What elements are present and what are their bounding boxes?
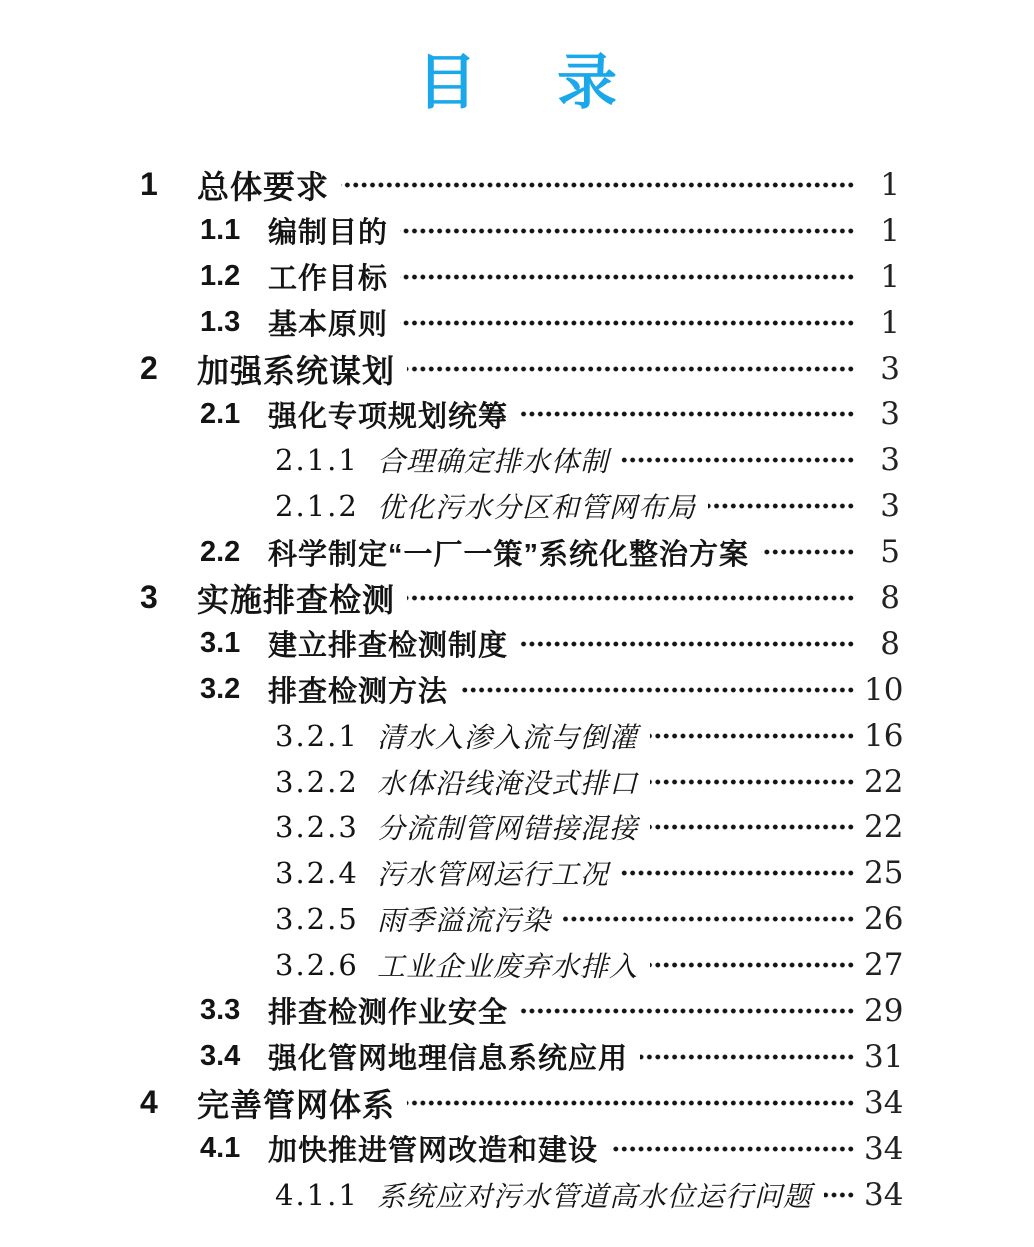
- toc-entry-label: 科学制定“一厂一策”系统化整治方案: [268, 538, 750, 571]
- toc-entry: [0, 300, 1034, 346]
- toc-entry-number: 2.1.2: [275, 489, 359, 524]
- toc-entry-number: 4.1: [200, 1132, 241, 1165]
- toc-entry-number: 3.2.6: [275, 948, 359, 983]
- toc-entry-page: 22: [864, 763, 904, 800]
- toc-entry-page: 3: [880, 488, 900, 525]
- toc-entry-label: 排查检测方法: [268, 676, 449, 709]
- toc-entry-page: 34: [864, 1176, 904, 1213]
- toc-entry: [0, 391, 1034, 437]
- toc-entry: [0, 1126, 1034, 1172]
- toc-entry-label: 清水入渗入流与倒灌: [377, 720, 639, 754]
- toc-entry-label: 完善管网体系: [197, 1086, 396, 1123]
- toc-entry: [0, 437, 1034, 483]
- toc-entry-page: 8: [880, 625, 900, 662]
- dot-leader: [824, 1192, 856, 1198]
- toc-entry: [0, 575, 1034, 621]
- toc-entry: [0, 208, 1034, 254]
- toc-entry: [0, 162, 1034, 208]
- dot-leader: [407, 366, 856, 372]
- toc-entry-number: 3.4: [200, 1040, 241, 1073]
- page-title-char-left: 目: [417, 48, 477, 118]
- toc-entry-page: 29: [864, 992, 904, 1029]
- dot-leader: [761, 549, 856, 555]
- toc-entry-page: 3: [880, 442, 900, 479]
- toc-entry: [0, 483, 1034, 529]
- toc-entry-page: 1: [880, 258, 900, 295]
- toc-entry-label: 系统应对污水管道高水位运行问题: [377, 1179, 813, 1213]
- toc-entry-number: 2.2: [200, 535, 241, 568]
- toc-entry: [0, 804, 1034, 850]
- toc-entry-page: 3: [880, 350, 900, 387]
- toc-entry-number: 3.2.3: [275, 810, 359, 845]
- toc-entry-number: 3.3: [200, 994, 241, 1027]
- dot-leader: [400, 228, 856, 234]
- dot-leader: [708, 503, 856, 509]
- toc-entry-label: 编制目的: [268, 217, 389, 250]
- toc-entry: [0, 988, 1034, 1034]
- toc-list: [0, 162, 1034, 1217]
- toc-entry: [0, 713, 1034, 759]
- dot-leader: [341, 182, 856, 188]
- toc-entry: [0, 1034, 1034, 1080]
- toc-entry-number: 4.1.1: [275, 1177, 359, 1212]
- toc-entry-label: 水体沿线淹没式排口: [377, 766, 639, 800]
- toc-entry: [0, 942, 1034, 988]
- toc-entry-label: 建立排查检测制度: [268, 630, 509, 663]
- dot-leader: [520, 1008, 856, 1014]
- toc-entry: [0, 1172, 1034, 1218]
- toc-entry-label: 雨季溢流污染: [377, 904, 552, 938]
- toc-entry-label: 基本原则: [268, 309, 389, 342]
- toc-entry-label: 强化管网地理信息系统应用: [268, 1043, 629, 1076]
- dot-leader: [400, 320, 856, 326]
- toc-entry-number: 3.2.5: [275, 902, 359, 937]
- toc-entry-label: 合理确定排水体制: [377, 445, 610, 479]
- toc-entry-number: 1.2: [200, 260, 241, 293]
- toc-entry-label: 加强系统谋划: [197, 352, 396, 389]
- toc-entry-page: 26: [864, 901, 904, 938]
- toc-entry-page: 10: [864, 671, 904, 708]
- toc-entry: [0, 896, 1034, 942]
- dot-leader: [407, 595, 856, 601]
- toc-entry-number: 3: [140, 579, 158, 616]
- toc-entry-page: 1: [880, 212, 900, 249]
- dot-leader: [400, 274, 856, 280]
- toc-entry-label: 排查检测作业安全: [268, 997, 509, 1030]
- toc-entry-page: 34: [864, 1130, 904, 1167]
- dot-leader: [520, 411, 856, 417]
- dot-leader: [621, 870, 856, 876]
- toc-entry-number: 2.1: [200, 397, 241, 430]
- toc-entry-page: 1: [880, 304, 900, 341]
- toc-entry-page: 34: [864, 1084, 904, 1121]
- toc-entry: [0, 621, 1034, 667]
- toc-entry: [0, 1080, 1034, 1126]
- toc-entry-page: 31: [864, 1038, 904, 1075]
- toc-entry-number: 3.2.2: [275, 764, 359, 799]
- toc-entry-number: 2: [140, 350, 158, 386]
- toc-entry-number: 3.2.1: [275, 718, 359, 753]
- toc-entry-label: 优化污水分区和管网布局: [377, 491, 697, 525]
- toc-entry-label: 污水管网运行工况: [377, 858, 610, 892]
- toc-entry-page: 22: [864, 809, 904, 846]
- toc-entry: [0, 254, 1034, 300]
- dot-leader: [460, 687, 856, 693]
- toc-entry: [0, 529, 1034, 575]
- toc-entry-page: 5: [880, 534, 900, 571]
- dot-leader: [650, 824, 856, 830]
- toc-entry-label: 分流制管网错接混接: [377, 812, 639, 846]
- toc-entry-page: 27: [864, 947, 904, 984]
- toc-entry-page: 1: [880, 166, 900, 203]
- toc-entry-label: 工作目标: [268, 263, 389, 296]
- toc-entry: [0, 850, 1034, 896]
- dot-leader: [650, 779, 856, 785]
- toc-entry-label: 加快推进管网改造和建设: [268, 1135, 599, 1168]
- toc-entry: [0, 346, 1034, 392]
- toc-entry-page: 3: [880, 396, 900, 433]
- dot-leader: [650, 733, 856, 739]
- dot-leader: [407, 1100, 856, 1106]
- dot-leader: [520, 641, 856, 647]
- toc-entry-page: 8: [880, 579, 900, 616]
- toc-entry-label: 总体要求: [197, 168, 330, 205]
- toc-entry-label: 强化专项规划统筹: [268, 400, 509, 433]
- dot-leader: [563, 916, 856, 922]
- toc-entry-number: 3.2.4: [275, 856, 359, 891]
- toc-entry-number: 1: [140, 166, 158, 203]
- dot-leader: [650, 962, 856, 968]
- toc-entry-page: 16: [864, 717, 904, 754]
- dot-leader: [610, 1146, 856, 1152]
- page-title: [0, 0, 1034, 120]
- toc-entry-number: 1.3: [200, 306, 241, 339]
- toc-entry-number: 4: [140, 1084, 158, 1121]
- toc-entry-label: 工业企业废弃水排入: [377, 950, 639, 984]
- toc-entry-page: 25: [864, 855, 904, 892]
- toc-entry-number: 3.1: [200, 627, 241, 660]
- toc-entry-number: 2.1.1: [275, 443, 359, 478]
- page-title-char-right: 录: [557, 48, 617, 118]
- toc-entry: [0, 667, 1034, 713]
- toc-entry-number: 1.1: [200, 214, 241, 247]
- toc-entry: [0, 759, 1034, 805]
- dot-leader: [621, 457, 856, 463]
- toc-entry-label: 实施排查检测: [197, 581, 396, 618]
- toc-entry-number: 3.2: [200, 673, 241, 706]
- dot-leader: [640, 1054, 856, 1060]
